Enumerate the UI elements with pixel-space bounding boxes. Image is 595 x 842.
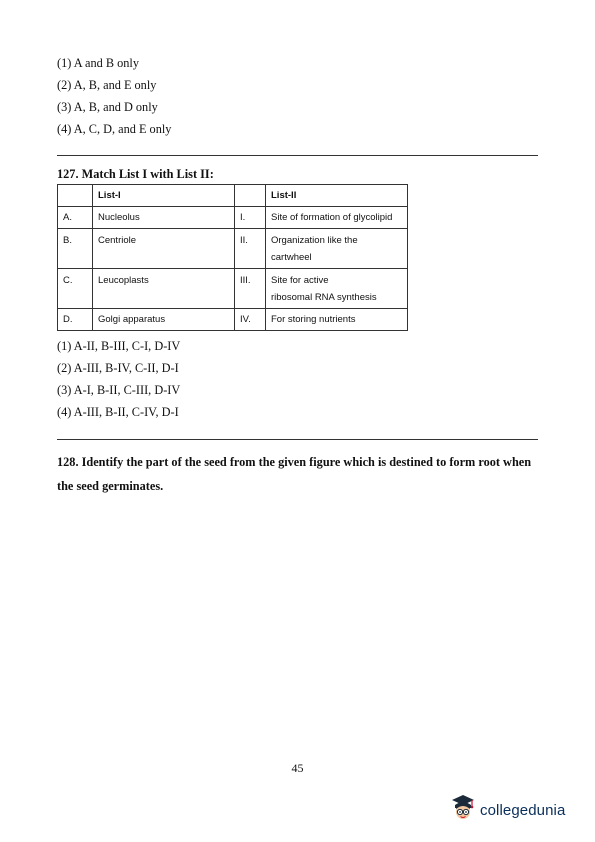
list2-item bbox=[266, 269, 408, 309]
list2-item-line: Site for active bbox=[271, 275, 329, 286]
row-key: A. bbox=[58, 207, 93, 229]
option-text: (2) A-III, B-IV, C-II, D-I bbox=[57, 361, 179, 375]
list2-item-line: ribosomal RNA synthesis bbox=[271, 292, 377, 303]
table-row bbox=[58, 269, 408, 309]
option-text: (4) A, C, D, and E only bbox=[57, 122, 172, 136]
option-text: (4) A-III, B-II, C-IV, D-I bbox=[57, 405, 179, 419]
option-text: (1) A and B only bbox=[57, 56, 139, 70]
list2-item: For storing nutrients bbox=[266, 309, 408, 331]
list2-item: Site of formation of glycolipid bbox=[266, 207, 408, 229]
option-text: (1) A-II, B-III, C-I, D-IV bbox=[57, 339, 181, 353]
divider bbox=[57, 439, 538, 440]
table-row bbox=[58, 309, 408, 331]
row-key: C. bbox=[58, 269, 93, 309]
graduate-mascot-icon bbox=[450, 794, 476, 827]
page-number: 45 bbox=[291, 761, 304, 775]
list1-item: Centriole bbox=[93, 229, 235, 269]
list1-header: List-I bbox=[93, 185, 235, 207]
divider bbox=[57, 155, 538, 156]
option-text: (2) A, B, and E only bbox=[57, 78, 157, 92]
brand-logo bbox=[450, 794, 565, 827]
row-key: B. bbox=[58, 229, 93, 269]
match-table bbox=[57, 184, 408, 331]
row-numeral: II. bbox=[235, 229, 266, 269]
list1-item: Golgi apparatus bbox=[93, 309, 235, 331]
question-128-text: 128. Identify the part of the seed from the given figure which is destined to form root when the seed germinates. bbox=[57, 455, 532, 493]
list1-item: Nucleolus bbox=[93, 207, 235, 229]
row-numeral: III. bbox=[235, 269, 266, 309]
question-127-heading: 127. Match List I with List II: bbox=[57, 167, 214, 181]
row-numeral: I. bbox=[235, 207, 266, 229]
list2-item-line: Organization like the bbox=[271, 235, 358, 246]
table-row bbox=[58, 229, 408, 269]
option-text: (3) A, B, and D only bbox=[57, 100, 158, 114]
list2-header: List-II bbox=[266, 185, 408, 207]
table-cell bbox=[235, 185, 266, 207]
row-numeral: IV. bbox=[235, 309, 266, 331]
brand-name: collegedunia bbox=[480, 802, 566, 819]
list1-item: Leucoplasts bbox=[93, 269, 235, 309]
list2-item bbox=[266, 229, 408, 269]
list2-item-line: cartwheel bbox=[271, 252, 312, 263]
row-key: D. bbox=[58, 309, 93, 331]
table-row bbox=[58, 207, 408, 229]
table-header-row bbox=[58, 185, 408, 207]
table-cell bbox=[58, 185, 93, 207]
option-text: (3) A-I, B-II, C-III, D-IV bbox=[57, 383, 181, 397]
